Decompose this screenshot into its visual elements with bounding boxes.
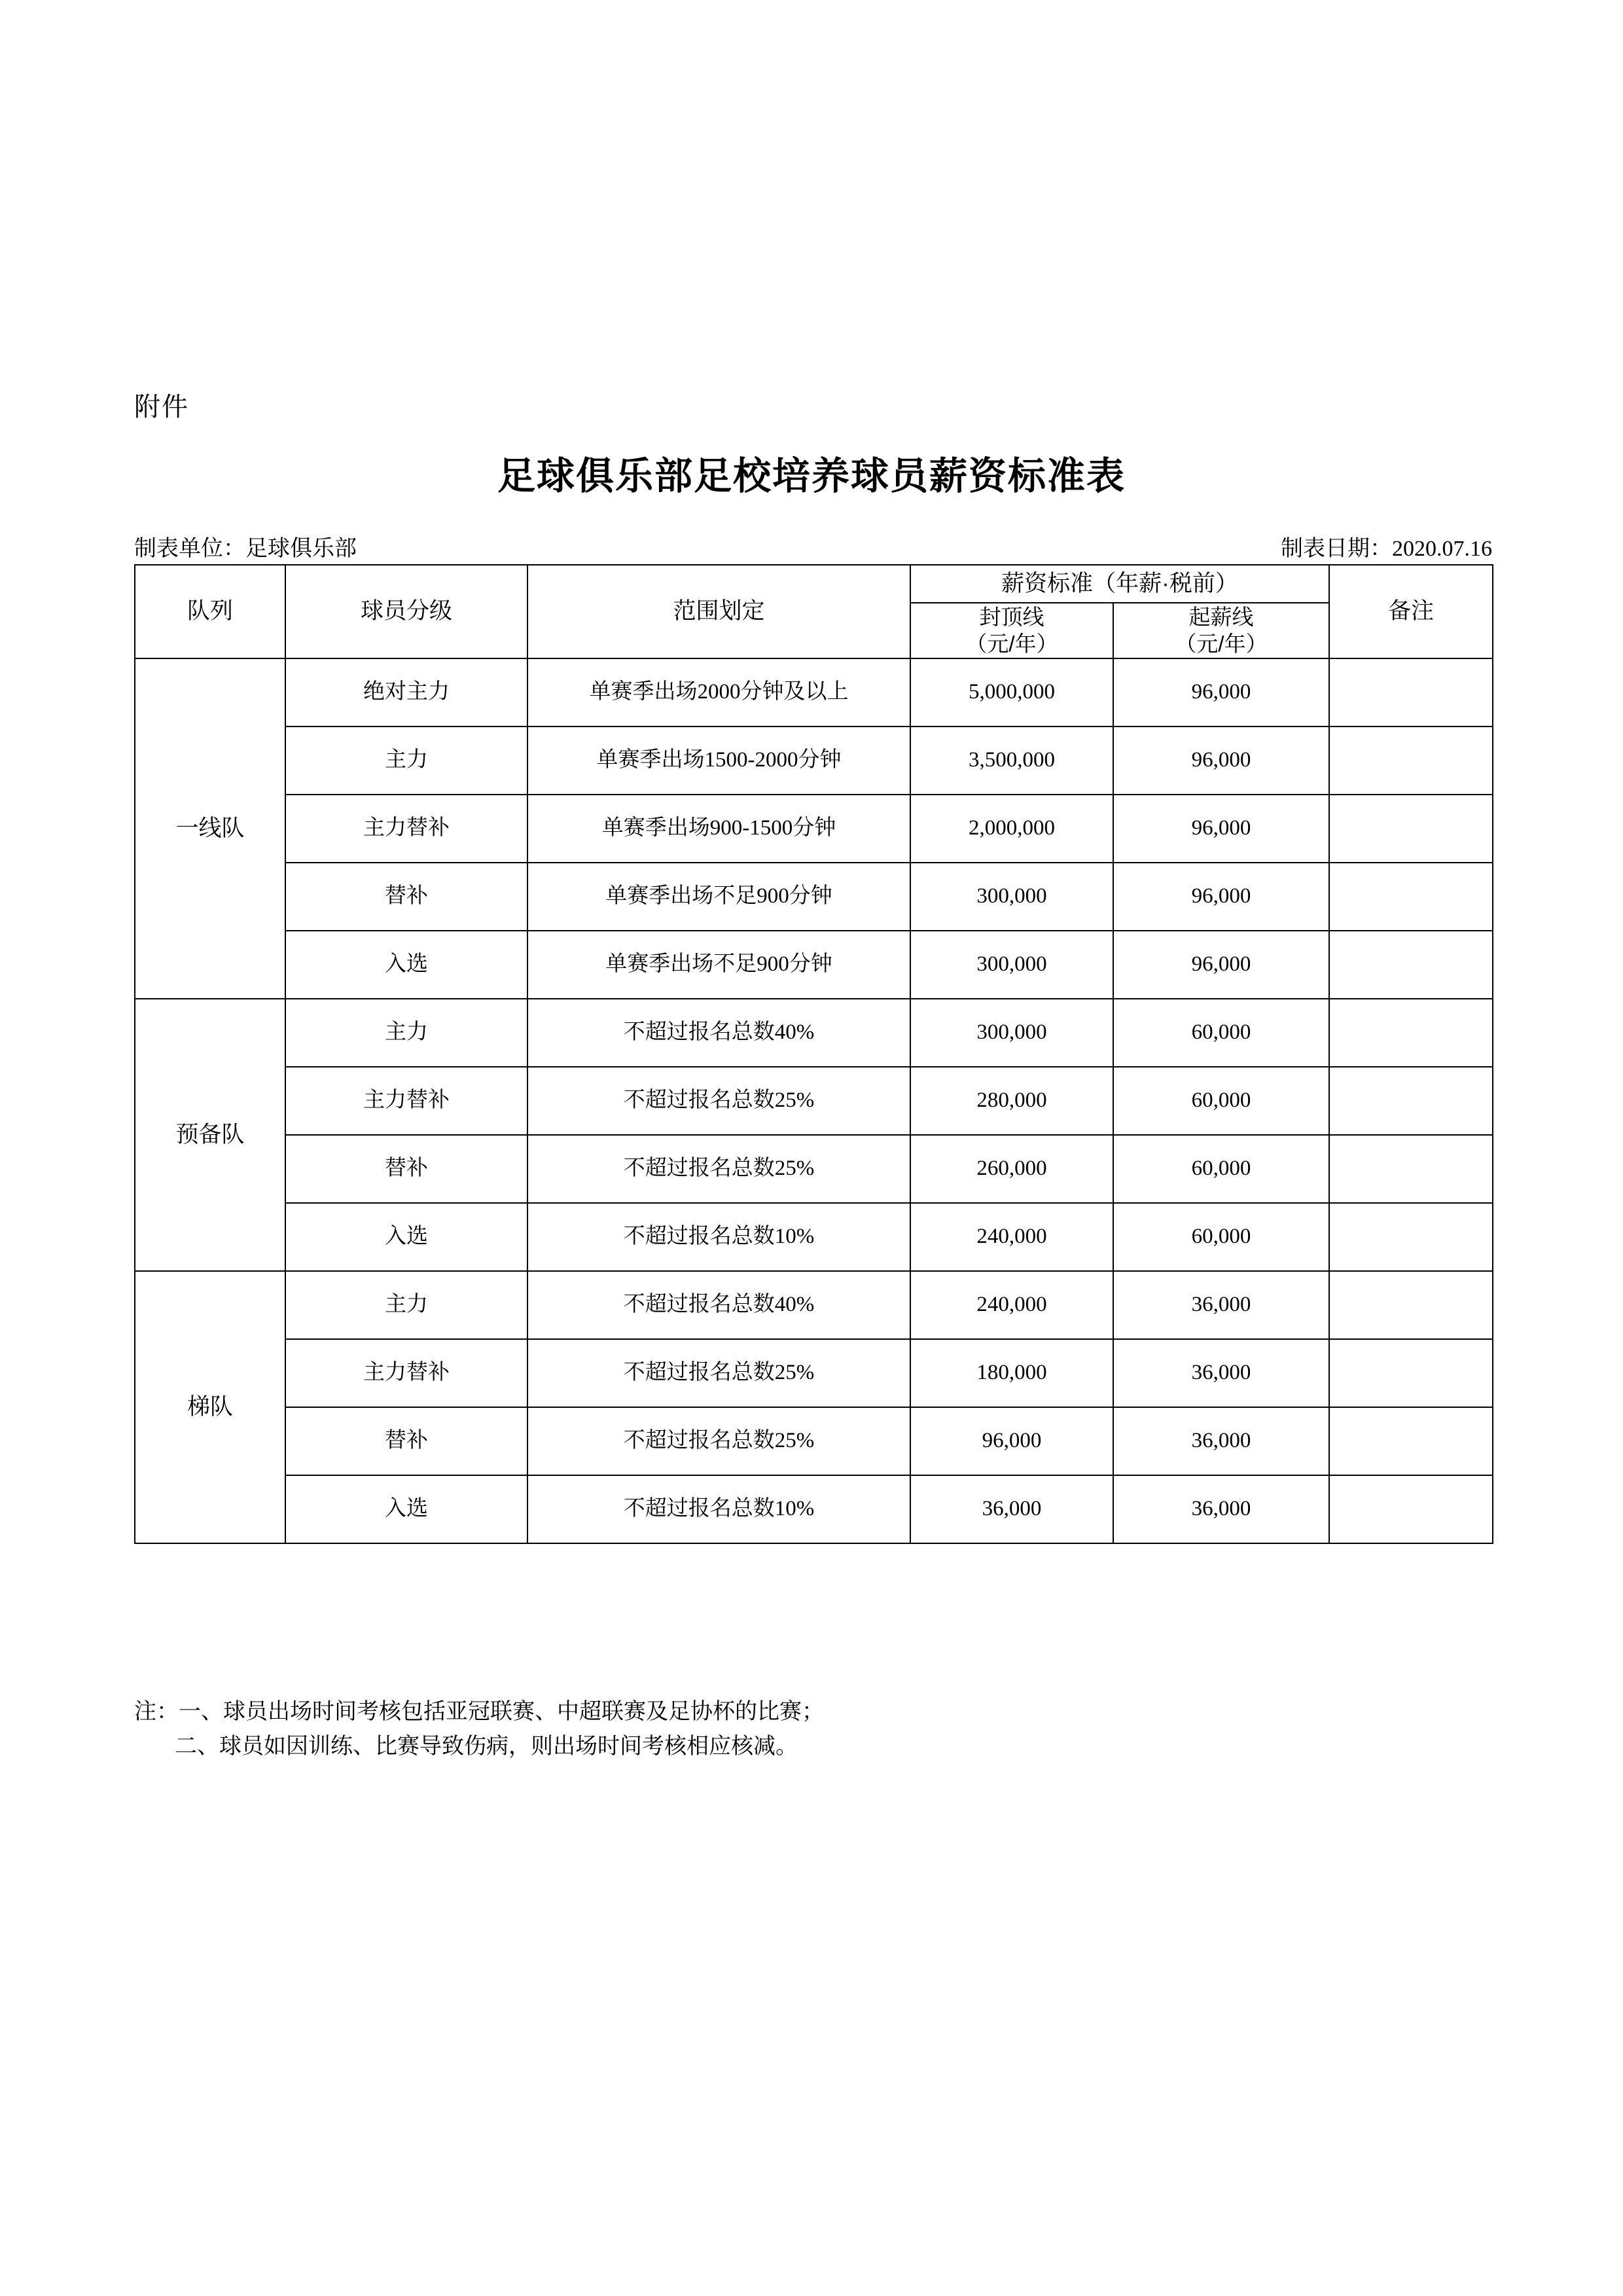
table-header xyxy=(135,565,1493,658)
cap-cell: 180,000 xyxy=(910,1339,1113,1407)
table-row xyxy=(135,1203,1493,1271)
table-body xyxy=(135,658,1493,1543)
grade-cell: 主力 xyxy=(285,1271,527,1339)
range-cell: 不超过报名总数40% xyxy=(527,1271,910,1339)
grade-cell: 入选 xyxy=(285,1203,527,1271)
start-cell: 60,000 xyxy=(1113,999,1329,1067)
range-cell: 单赛季出场不足900分钟 xyxy=(527,863,910,931)
grade-cell: 主力替补 xyxy=(285,1067,527,1135)
grade-cell: 主力替补 xyxy=(285,1339,527,1407)
header-range: 范围划定 xyxy=(527,565,910,658)
header-start-line-title: 起薪线 xyxy=(1188,605,1254,629)
cap-cell: 240,000 xyxy=(910,1271,1113,1339)
cap-cell: 300,000 xyxy=(910,931,1113,999)
table-row xyxy=(135,1135,1493,1203)
start-cell: 60,000 xyxy=(1113,1067,1329,1135)
footnotes xyxy=(134,1695,824,1764)
cap-cell: 240,000 xyxy=(910,1203,1113,1271)
note-cell xyxy=(1329,931,1493,999)
footnote-line-1: 注：一、球员出场时间考核包括亚冠联赛、中超联赛及足协杯的比赛； xyxy=(134,1700,824,1724)
table-row xyxy=(135,1339,1493,1407)
start-cell: 96,000 xyxy=(1113,658,1329,726)
grade-cell: 主力 xyxy=(285,999,527,1067)
table-row xyxy=(135,795,1493,863)
range-cell: 单赛季出场900-1500分钟 xyxy=(527,795,910,863)
document-meta xyxy=(134,530,1492,562)
header-grade: 球员分级 xyxy=(285,565,527,658)
start-cell: 96,000 xyxy=(1113,863,1329,931)
table-header-row-1 xyxy=(135,565,1493,603)
range-cell: 不超过报名总数25% xyxy=(527,1067,910,1135)
grade-cell: 主力替补 xyxy=(285,795,527,863)
team-cell: 梯队 xyxy=(135,1271,285,1543)
grade-cell: 主力 xyxy=(285,726,527,795)
cap-cell: 300,000 xyxy=(910,999,1113,1067)
header-cap-line-title: 封顶线 xyxy=(979,605,1044,629)
note-cell xyxy=(1329,1135,1493,1203)
table-row xyxy=(135,931,1493,999)
range-cell: 单赛季出场2000分钟及以上 xyxy=(527,658,910,726)
header-start-line-unit: （元/年） xyxy=(1175,632,1268,656)
note-cell xyxy=(1329,1067,1493,1135)
table-row xyxy=(135,1407,1493,1475)
table-row xyxy=(135,999,1493,1067)
start-cell: 96,000 xyxy=(1113,726,1329,795)
grade-cell: 入选 xyxy=(285,1475,527,1543)
start-cell: 96,000 xyxy=(1113,931,1329,999)
header-note: 备注 xyxy=(1329,565,1493,658)
cap-cell: 280,000 xyxy=(910,1067,1113,1135)
table-row xyxy=(135,726,1493,795)
cap-cell: 260,000 xyxy=(910,1135,1113,1203)
grade-cell: 绝对主力 xyxy=(285,658,527,726)
footnote-line-2: 二、球员如因训练、比赛导致伤病，则出场时间考核相应核减。 xyxy=(175,1734,798,1759)
table-row xyxy=(135,1067,1493,1135)
grade-cell: 替补 xyxy=(285,863,527,931)
salary-standard-table xyxy=(134,564,1493,1544)
grade-cell: 替补 xyxy=(285,1407,527,1475)
start-cell: 60,000 xyxy=(1113,1135,1329,1203)
table-row xyxy=(135,1271,1493,1339)
cap-cell: 300,000 xyxy=(910,863,1113,931)
range-cell: 单赛季出场不足900分钟 xyxy=(527,931,910,999)
note-cell xyxy=(1329,726,1493,795)
cap-cell: 36,000 xyxy=(910,1475,1113,1543)
header-start-line xyxy=(1113,603,1329,658)
note-cell xyxy=(1329,999,1493,1067)
range-cell: 不超过报名总数25% xyxy=(527,1407,910,1475)
header-cap-line-unit: （元/年） xyxy=(965,632,1058,656)
start-cell: 36,000 xyxy=(1113,1339,1329,1407)
note-cell xyxy=(1329,1339,1493,1407)
note-cell xyxy=(1329,1407,1493,1475)
note-cell xyxy=(1329,1271,1493,1339)
table-row xyxy=(135,1475,1493,1543)
table-row xyxy=(135,863,1493,931)
range-cell: 不超过报名总数25% xyxy=(527,1339,910,1407)
table-row xyxy=(135,658,1493,726)
range-cell: 不超过报名总数40% xyxy=(527,999,910,1067)
start-cell: 96,000 xyxy=(1113,795,1329,863)
note-cell xyxy=(1329,1475,1493,1543)
header-salary-group: 薪资标准（年薪·税前） xyxy=(910,565,1329,603)
prepared-by-label: 制表单位：足球俱乐部 xyxy=(134,537,357,561)
prepared-date-label: 制表日期：2020.07.16 xyxy=(1281,537,1492,561)
start-cell: 36,000 xyxy=(1113,1271,1329,1339)
cap-cell: 3,500,000 xyxy=(910,726,1113,795)
start-cell: 36,000 xyxy=(1113,1475,1329,1543)
note-cell xyxy=(1329,795,1493,863)
page-title: 足球俱乐部足校培养球员薪资标准表 xyxy=(497,455,1126,497)
note-cell xyxy=(1329,658,1493,726)
start-cell: 60,000 xyxy=(1113,1203,1329,1271)
header-cap-line xyxy=(910,603,1113,658)
cap-cell: 5,000,000 xyxy=(910,658,1113,726)
start-cell: 36,000 xyxy=(1113,1407,1329,1475)
note-cell xyxy=(1329,1203,1493,1271)
range-cell: 单赛季出场1500-2000分钟 xyxy=(527,726,910,795)
header-team: 队列 xyxy=(135,565,285,658)
grade-cell: 替补 xyxy=(285,1135,527,1203)
note-cell xyxy=(1329,863,1493,931)
range-cell: 不超过报名总数25% xyxy=(527,1135,910,1203)
range-cell: 不超过报名总数10% xyxy=(527,1203,910,1271)
range-cell: 不超过报名总数10% xyxy=(527,1475,910,1543)
team-cell: 一线队 xyxy=(135,658,285,999)
attachment-label: 附件 xyxy=(134,392,189,422)
cap-cell: 2,000,000 xyxy=(910,795,1113,863)
grade-cell: 入选 xyxy=(285,931,527,999)
team-cell: 预备队 xyxy=(135,999,285,1271)
cap-cell: 96,000 xyxy=(910,1407,1113,1475)
